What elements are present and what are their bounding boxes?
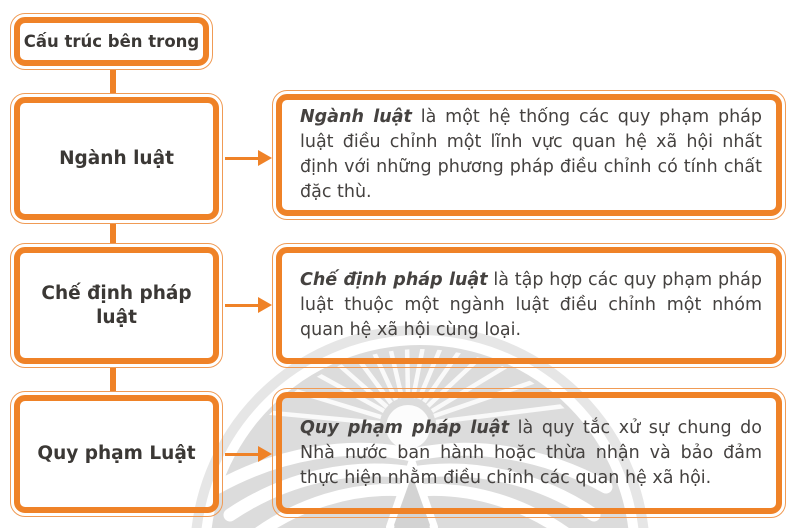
definition-text bbox=[300, 416, 762, 491]
definition-box-inner bbox=[276, 94, 782, 216]
definition-box-inner bbox=[276, 392, 782, 514]
definition-term: Ngành luật bbox=[300, 107, 412, 127]
node-nganh-luat bbox=[10, 93, 223, 224]
node-label: Quy phạm Luật bbox=[37, 443, 196, 465]
node-quy-pham-luat bbox=[10, 391, 223, 517]
diagram-title: Cấu trúc bên trong bbox=[23, 32, 200, 51]
definition-body: là tập hợp các quy phạm pháp luật thuộc một ngành luật điều chỉnh một nhóm quan hệ xã hội cùng loại. bbox=[300, 270, 762, 340]
definition-body: là một hệ thống các quy phạm pháp luật điều chỉnh một lĩnh vực quan hệ xã hội nhất định với những phương pháp điều chỉnh có tính chất đặc thù. bbox=[300, 107, 763, 202]
definition-term: Quy phạm pháp luật bbox=[300, 417, 510, 438]
vertical-connector bbox=[110, 69, 116, 94]
definition-box-inner bbox=[276, 247, 782, 364]
node-che-dinh-phap-luat bbox=[10, 243, 223, 368]
definition-body: là quy tắc xử sự chung do Nhà nước ban hành hoặc thừa nhận và bảo đảm thực hiện nhằm điều chỉnh các quan hệ xã hội. bbox=[300, 417, 762, 488]
node-box-inner bbox=[14, 395, 219, 513]
vertical-connector bbox=[110, 367, 116, 392]
definition-box-nganh-luat bbox=[272, 90, 786, 220]
title-box-inner bbox=[14, 17, 209, 66]
connector-arrow-icon bbox=[225, 446, 272, 463]
vertical-connector bbox=[110, 223, 116, 244]
node-label: Ngành luật bbox=[59, 147, 174, 169]
node-box-inner bbox=[14, 247, 219, 364]
node-box-inner bbox=[14, 97, 219, 220]
definition-box-che-dinh bbox=[272, 243, 786, 368]
definition-text bbox=[300, 268, 762, 343]
connector-arrow-icon bbox=[225, 150, 272, 167]
definition-term: Chế định pháp luật bbox=[300, 270, 488, 290]
title-box bbox=[10, 13, 213, 70]
definition-text bbox=[300, 105, 762, 205]
definition-box-quy-pham bbox=[272, 388, 786, 518]
connector-arrow-icon bbox=[225, 297, 272, 314]
node-label: Chế định pháp luật bbox=[41, 283, 192, 328]
